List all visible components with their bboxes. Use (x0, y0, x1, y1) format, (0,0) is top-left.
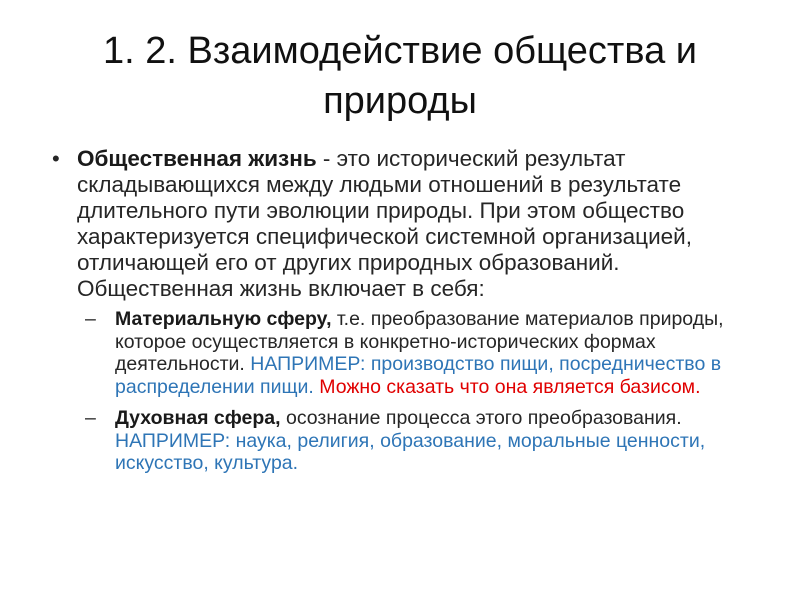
main-bullet (48, 146, 768, 302)
sub-item-material (77, 308, 768, 398)
bullet-mark: • (52, 146, 60, 171)
slide-body (48, 146, 768, 484)
dash-mark: – (85, 308, 96, 330)
sub-item-example: НАПРИМЕР: производство пищи, посредничество в распределении пищи. (115, 353, 722, 398)
sub-item-text: т.е. преобразование материалов природы, которое осуществляется в конкретно-исторических формах деятельности. (115, 308, 724, 375)
sub-item-spiritual (77, 407, 768, 475)
slide-title: 1. 2. Взаимодействие общества и природы (102, 30, 698, 122)
sub-item-example: НАПРИМЕР: наука, религия, образование, моральные ценности, искусство, культура. (115, 429, 706, 474)
sub-item-term: Материальную сферу, (115, 308, 332, 330)
sub-item-note: Можно сказать что она является базисом. (313, 375, 701, 398)
bullet-text: - это исторический результат складывающихся между людьми отношений в результате длительного пути эволюции природы. При этом общество характеризуется специфической системной организацией, отличающей его от других природных образований. Общественная жизнь включает в себя: (77, 146, 692, 301)
dash-mark: – (85, 407, 96, 429)
sub-list (48, 308, 768, 475)
bullet-term: Общественная жизнь (77, 146, 317, 171)
sub-item-text: осознание процесса этого преобразования. (280, 407, 682, 429)
sub-item-term: Духовная сфера, (115, 407, 281, 429)
